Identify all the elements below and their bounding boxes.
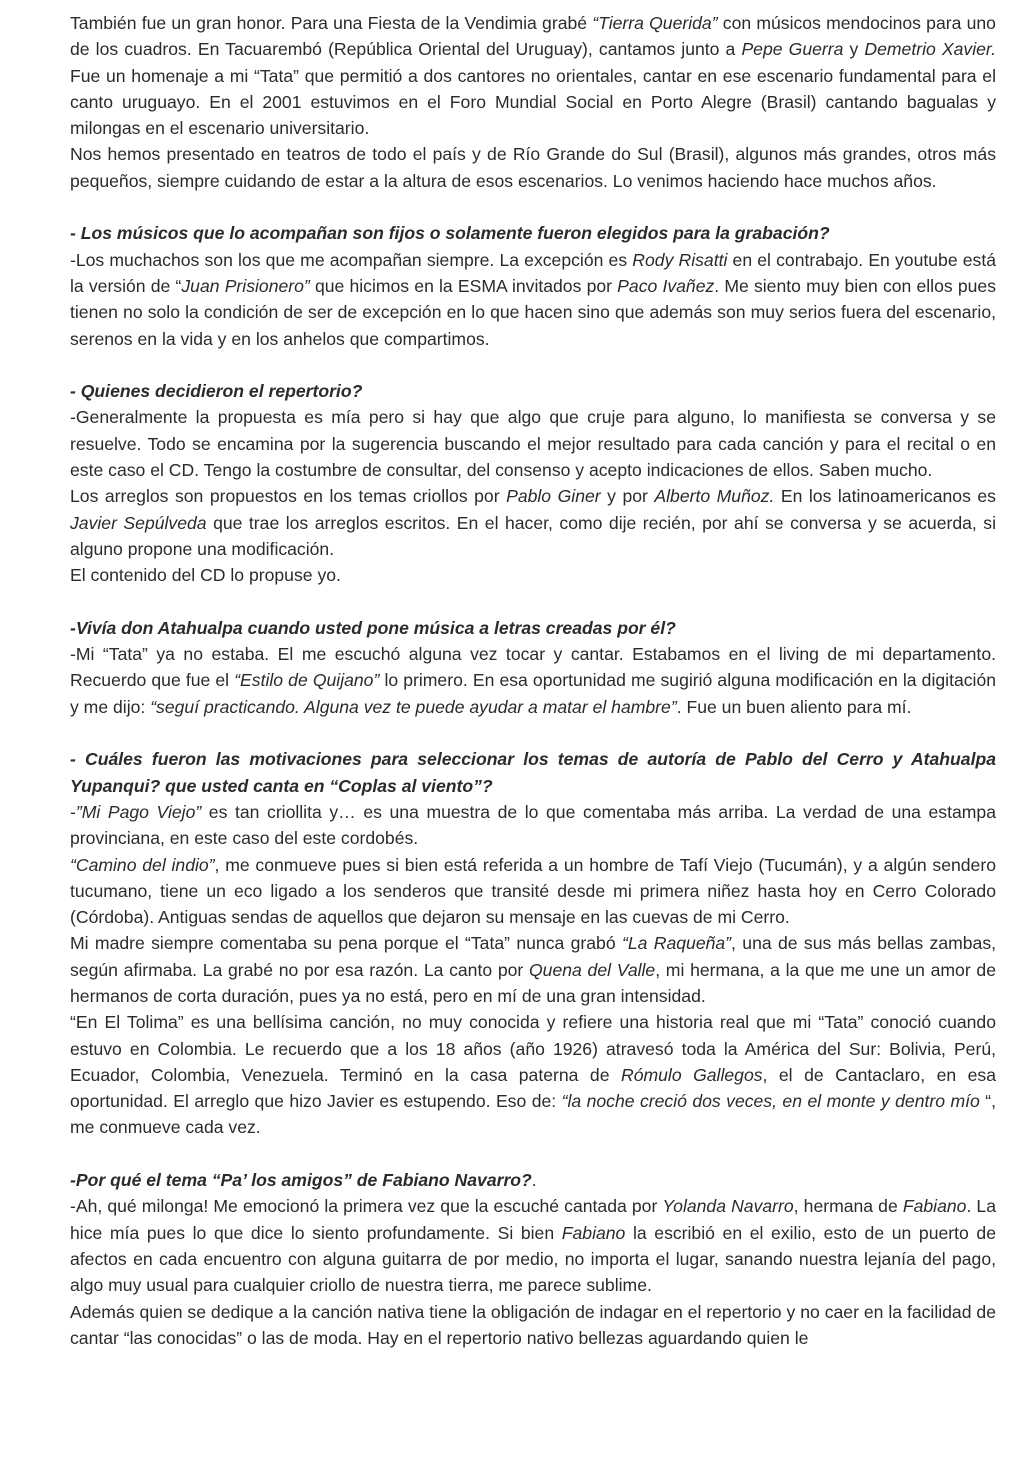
text-run: . Fue un buen aliento para mí.: [676, 696, 912, 717]
text-run: “En El Tolima” es una bellísima canción, no muy conocida y refiere una historia real que mi “Tata” conoció cuando estuvo en Colombia. Le recuerdo que a los 18 años (año 1926) atravesó toda la América del Sur: Bolivia, Perú, Ecuador, Colombia, Venezuela. Terminó en la casa paterna de: [70, 1012, 996, 1085]
text-run: -: [70, 801, 76, 822]
italic-text: Alberto Muñoz.: [654, 486, 775, 507]
text-run: -Por qué el tema “Pa’ los amigos” de Fabiano Navarro?: [70, 1170, 532, 1191]
italic-text: Javier Sepúlveda: [70, 512, 207, 533]
text-run: en el contrabajo. En youtube está la versión de “: [70, 249, 997, 296]
text-run: .: [531, 1170, 537, 1191]
text-run: -Los muchachos son los que me acompañan siempre. La excepción es: [70, 249, 633, 270]
text-run: , hermana de: [793, 1196, 903, 1217]
body-paragraph: [70, 404, 996, 483]
text-run: es tan criollita y… es una muestra de lo que comentaba más arriba. La verdad de una estampa provinciana, en este caso del este cordobés.: [70, 801, 997, 849]
text-run: y por: [600, 486, 655, 507]
italic-text: Quena del Valle: [529, 959, 656, 980]
paragraph-gap: [70, 352, 996, 378]
paragraph-gap: [70, 194, 996, 220]
text-run: -Ah, qué milonga! Me emocionó la primera vez que la escuché cantada por: [70, 1196, 663, 1217]
italic-text: “Camino del indio”: [70, 854, 215, 875]
text-run: , el de Cantaclaro, en esa oportunidad. El arreglo que hizo Javier es estupendo. Eso de:: [70, 1064, 996, 1112]
text-run: Los arreglos son propuestos en los temas criollos por: [70, 486, 507, 507]
body-paragraph: [70, 641, 996, 720]
italic-text: Fabiano: [902, 1196, 967, 1217]
body-paragraph: [70, 247, 996, 352]
italic-text: Pepe Guerra: [741, 39, 844, 60]
text-run: “, me conmueve cada vez.: [70, 1091, 996, 1138]
italic-text: Pablo Giner: [506, 486, 601, 507]
paragraph-gap: [70, 720, 996, 746]
text-run: que trae los arreglos escritos. En el hacer, como dije recién, por ahí se conversa y se acuerda, si alguno propone una modificación.: [70, 512, 996, 559]
text-run: Mi madre siempre comentaba su pena porque el “Tata” nunca grabó: [70, 933, 622, 954]
italic-text: Juan Prisionero”: [181, 275, 310, 296]
text-run: y: [843, 39, 865, 60]
italic-text: Rody Risatti: [632, 249, 728, 270]
text-run: También fue un gran honor. Para una Fiesta de la Vendimia grabé: [70, 13, 593, 33]
italic-text: Demetrio Xavier.: [864, 39, 996, 60]
body-paragraph: [70, 852, 996, 931]
body-paragraph: [70, 141, 996, 194]
italic-text: “la noche creció dos veces, en el monte y dentro mío: [561, 1091, 980, 1112]
paragraph-gap: [70, 1141, 996, 1167]
text-run: Nos hemos presentado en teatros de todo el país y de Río Grande do Sul (Brasil), algunos más grandes, otros más pequeños, siempre cuidando de estar a la altura de esos escenarios. Lo venimos haciendo hace muchos años.: [70, 144, 996, 191]
text-run: . Me siento muy bien con ellos pues tienen no solo la condición de ser de excepción en lo que hacen sino que además son muy serios fuera del escenario, serenos en la vida y en los anhelos que compartimos.: [70, 275, 996, 349]
text-run: -Mi “Tata” ya no estaba. El me escuchó alguna vez tocar y cantar. Estabamos en el living de mi departamento. Recuerdo que fue el: [70, 644, 996, 691]
body-paragraph: [70, 562, 996, 588]
italic-text: ”Mi Pago Viejo”: [75, 801, 202, 822]
text-run: - Los músicos que lo acompañan son fijos o solamente fueron elegidos para la grabación?: [70, 223, 830, 244]
body-paragraph: [70, 930, 996, 1009]
italic-text: Yolanda Navarro: [662, 1196, 794, 1217]
text-run: -Vivía don Atahualpa cuando usted pone música a letras creadas por él?: [70, 617, 676, 638]
text-run: Fue un homenaje a mi “Tata” que permitió a dos cantores no orientales, cantar en ese escenario fundamental para el canto uruguayo. En el 2001 estuvimos en el Foro Mundial Social en Porto Alegre (Brasil) cantando bagualas y milongas en el escenario universitario.: [70, 65, 996, 139]
text-run: . La hice mía pues lo que dice lo siento profundamente. Si bien: [70, 1196, 997, 1243]
text-run: , me conmueve pues si bien está referida a un hombre de Tafí Viejo (Tucumán), y a algún sendero tucumano, tiene un eco ligado a los senderos que transité desde mi primera niñez hasta hoy en Cerro Colorado (Córdoba). Antiguas sendas de aquellos que dejaron su mensaje en las cuevas de mi Cerro.: [70, 854, 996, 928]
italic-text: Paco Ivañez: [617, 275, 715, 296]
text-run: , una de sus más bellas zambas, según afirmaba. La grabé no por esa razón. La canto por: [70, 933, 997, 980]
text-run: En los latinoamericanos es: [774, 486, 996, 507]
body-paragraph: [70, 1009, 996, 1140]
italic-text: Rómulo Gallegos: [620, 1064, 763, 1085]
text-run: - Cuáles fueron las motivaciones para seleccionar los temas de autoría de Pablo del Cerro y Atahualpa Yupanqui? que usted canta en “Coplas al viento”?: [70, 749, 996, 796]
italic-text: “Estilo de Quijano”: [234, 670, 380, 691]
italic-text: “seguí practicando. Alguna vez te puede ayudar a matar el hambre”: [150, 696, 677, 717]
italic-text: “La Raqueña”: [621, 933, 732, 954]
body-paragraph: [70, 10, 996, 141]
italic-text: Fabiano: [561, 1222, 626, 1243]
paragraph-gap: [70, 589, 996, 615]
interview-question: [70, 220, 996, 246]
text-run: que hicimos en la ESMA invitados por: [309, 275, 618, 296]
interview-question: [70, 1167, 996, 1193]
body-paragraph: [70, 799, 996, 852]
text-run: lo primero. En esa oportunidad me sugirió alguna modificación en la digitación y me dijo:: [70, 670, 997, 717]
body-paragraph: [70, 483, 996, 562]
text-run: -Generalmente la propuesta es mía pero si hay que algo que cruje para alguno, lo manifiesta se conversa y se resuelve. Todo se encamina por la sugerencia buscando el mejor resultado para cada canción y para el recital o en este caso el CD. Tengo la costumbre de consultar, del consenso y acepto indicaciones de ellos. Saben mucho.: [70, 407, 996, 481]
text-run: - Quienes decidieron el repertorio?: [70, 381, 363, 402]
italic-text: “Tierra Querida”: [592, 13, 718, 33]
body-paragraph: [70, 1193, 996, 1298]
body-paragraph: [70, 1299, 996, 1352]
text-run: con músicos mendocinos para uno de los cuadros. En Tacuarembó (República Oriental del Uruguay), cantamos junto a: [70, 13, 996, 60]
text-run: la escribió en el exilio, esto de un puerto de afectos en cada encuentro con alguna guitarra de por medio, no importa el lugar, sanando nuestra lejanía del pago, algo muy usual para cualquier criollo de nuestra tierra, me parece sublime.: [70, 1222, 997, 1296]
text-run: , mi hermana, a la que me une un amor de hermanos de corta duración, pues ya no está, pero en mí de una gran intensidad.: [70, 959, 996, 1006]
text-run: El contenido del CD lo propuse yo.: [70, 565, 341, 586]
interview-question: [70, 378, 996, 404]
interview-question: [70, 615, 996, 641]
text-run: Además quien se dedique a la canción nativa tiene la obligación de indagar en el repertorio y no caer en la facilidad de cantar “las conocidas” o las de moda. Hay en el repertorio nativo bellezas aguardando quien le: [70, 1301, 996, 1348]
interview-question: [70, 746, 996, 799]
